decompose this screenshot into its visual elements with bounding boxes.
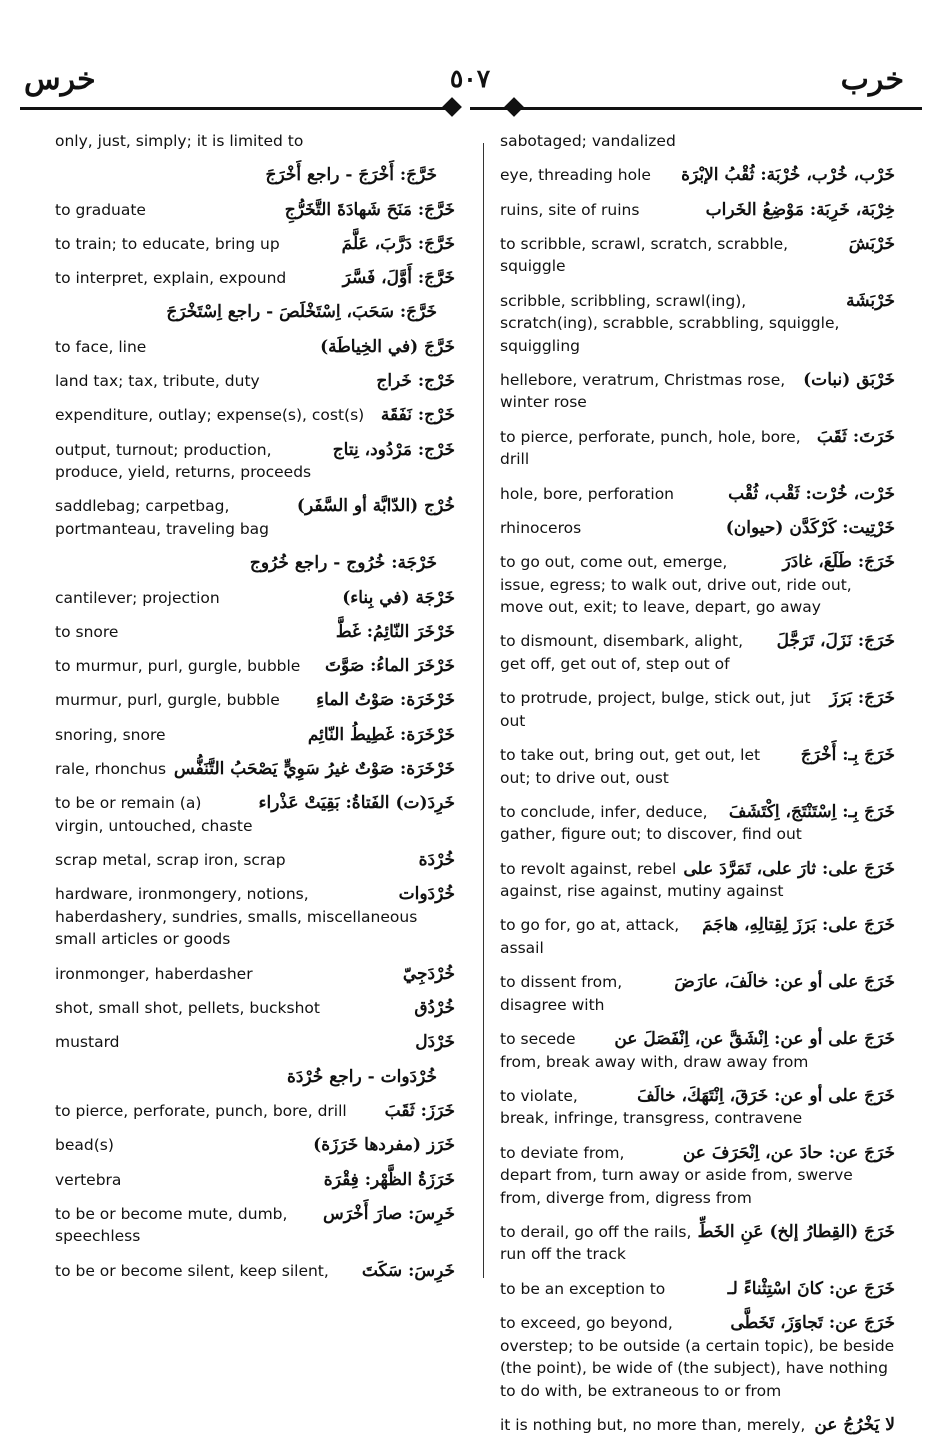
dictionary-entry — [55, 689, 455, 712]
arabic-headword: خَرَز (مفردها خَرَزَة) — [313, 1135, 455, 1156]
dictionary-entry — [500, 290, 895, 358]
arabic-headword: خَرَّجَ: دَرَّبَ، عَلَّمَ — [341, 233, 455, 254]
dictionary-entry — [500, 1221, 895, 1266]
english-definition: to be or become silent, keep silent, — [55, 1261, 329, 1280]
arabic-headword: خَرَجَ عن: كانَ اسْتِثْناءً لـ — [727, 1278, 895, 1299]
english-definition: to be or remain (a) virgin, untouched, chaste — [55, 794, 253, 835]
dictionary-entry — [55, 404, 455, 427]
dictionary-entry — [500, 858, 895, 903]
english-definition: to pierce, perforate, punch, bore, drill — [55, 1101, 347, 1120]
dictionary-entry — [500, 801, 895, 846]
dictionary-entry — [55, 1066, 455, 1089]
diamond-ornament-left — [442, 97, 462, 117]
arabic-headword: خَرْخَرَة: غَطِيطُ النّائِم — [307, 724, 455, 745]
english-definition: rale, rhonchus — [55, 760, 167, 779]
english-definition: cantilever; projection — [55, 588, 220, 607]
arabic-headword: خَرْخَرَ الماءُ: صَوَّتَ — [324, 656, 455, 677]
arabic-headword: خَرْتِيت: كَرْكَدَّن (حيوان) — [725, 517, 895, 538]
english-definition: scrap metal, scrap iron, scrap — [55, 851, 286, 870]
dictionary-entry — [500, 1085, 895, 1130]
english-definition: to face, line — [55, 337, 147, 356]
english-definition: hardware, ironmongery, notions, haberdashery, sundries, smalls, miscellaneous small articles or goods — [55, 885, 418, 949]
arabic-headword: خَرَّجَ: أَوَّلَ، فَسَّرَ — [342, 268, 455, 289]
dictionary-entry — [55, 849, 455, 872]
dictionary-entry — [55, 963, 455, 986]
english-definition: snoring, snore — [55, 725, 166, 744]
dictionary-entry — [55, 267, 455, 290]
dictionary-entry — [500, 744, 895, 789]
arabic-headword: خَرْج: مَرْدُود، نِتاج — [332, 439, 455, 460]
dictionary-entry — [55, 1134, 455, 1157]
arabic-headword: خَرِدَ(ت) الفَتاةُ: بَقِيَتْ عَذْراء — [258, 793, 455, 814]
dictionary-entry — [55, 1260, 455, 1283]
dictionary-entry — [55, 1169, 455, 1192]
english-definition: to exceed, go beyond, overstep; to be outside (a certain topic), be beside (the point), be wide of (the subject), have nothing to do with, be extraneous to or from — [500, 1314, 895, 1400]
dictionary-entry — [55, 621, 455, 644]
dictionary-entry — [500, 1414, 895, 1436]
dictionary-entry — [55, 758, 455, 781]
arabic-headword: خَرْخَرَ النّائِمُ: غَطَّ — [335, 621, 455, 642]
dictionary-entry — [55, 792, 455, 837]
arabic-headword: خَرَجَ: نَزَلَ، تَرَجَّلَ — [776, 631, 895, 652]
arabic-headword: خُرْدَجِيّ — [402, 963, 455, 984]
arabic-headword: خَرَجَ على أو عن: خالَفَ، عارَضَ — [674, 972, 895, 993]
dictionary-entry — [500, 164, 895, 187]
dictionary-entry — [55, 439, 455, 484]
arabic-headword: خُرْدَة — [418, 850, 455, 871]
arabic-headword: خَرَّجَ: سَحَبَ، اِسْتَخْلَصَ - راجع اِسْتَخْرَجَ — [166, 302, 437, 323]
dictionary-entry — [55, 130, 455, 153]
english-definition: to secede from, break away with, draw away from — [500, 1030, 809, 1071]
english-definition: mustard — [55, 1033, 120, 1052]
arabic-headword: خَرْبَق (نبات) — [803, 369, 895, 390]
dictionary-entry — [500, 551, 895, 619]
english-definition: it is nothing but, no more than, merely, — [500, 1415, 806, 1434]
dictionary-entry — [55, 552, 455, 575]
arabic-headword: خَرْخَرَة: صَوْتٌ غيرُ سَوِيٍّ يَصْحَبُ التَّنَفُّس — [173, 759, 455, 780]
english-definition: to graduate — [55, 200, 146, 219]
arabic-headword: خَرَجَ: طَلَعَ، غادَرَ — [782, 552, 895, 573]
english-definition: to derail, go off the rails, run off the track — [500, 1222, 692, 1264]
dictionary-entry — [55, 301, 455, 324]
english-definition: to deviate from, depart from, turn away or aside from, swerve from, diverge from, digress from — [500, 1143, 853, 1207]
english-definition: vertebra — [55, 1170, 122, 1189]
dictionary-entry — [55, 1031, 455, 1054]
dictionary-entry — [55, 1100, 455, 1123]
dictionary-entry — [500, 483, 895, 506]
english-definition: to take out, bring out, get out, let out; to drive out, oust — [500, 746, 761, 787]
arabic-headword: خَرْجَة (في بِناء) — [342, 587, 455, 608]
english-definition: murmur, purl, gurgle, bubble — [55, 691, 280, 710]
arabic-headword: خَرَّجَ: أَخْرَجَ - راجع أَخْرَجَ — [265, 165, 437, 186]
english-definition: land tax; tax, tribute, duty — [55, 372, 260, 391]
arabic-headword: خِرْبَة، خَرِبَة: مَوْضِعُ الخَراب — [705, 199, 895, 220]
arabic-headword: خَرْبَشَة — [846, 290, 895, 311]
column-divider — [483, 143, 484, 1278]
english-definition: saddlebag; carpetbag, portmanteau, traveling bag — [55, 497, 270, 538]
arabic-headword: لا يَخْرُجُ عن — [814, 1414, 895, 1435]
guide-word-left: خرس — [24, 62, 96, 97]
dictionary-entry — [500, 914, 895, 959]
arabic-headword: خَرِسَ: سَكَتَ — [361, 1260, 455, 1281]
arabic-headword: خَرْدَل — [415, 1032, 455, 1053]
dictionary-entry — [55, 199, 455, 222]
english-definition: to dismount, disembark, alight, get off, get out of, step out of — [500, 632, 744, 673]
english-definition: to murmur, purl, gurgle, bubble — [55, 657, 301, 676]
dictionary-entry — [500, 426, 895, 471]
english-definition: to train; to educate, bring up — [55, 234, 280, 253]
arabic-headword: خَرْخَرَة: صَوْتُ الماءِ — [316, 690, 455, 711]
dictionary-entry — [55, 495, 455, 540]
arabic-headword: خَرَتَ: ثَقَبَ — [816, 426, 895, 447]
english-definition: to violate, break, infringe, transgress, contravene — [500, 1086, 803, 1128]
arabic-headword: خَرْب، خُرْب، خُرْبَة: ثُقْبُ الإبْرَة — [681, 165, 895, 186]
dictionary-entry — [500, 971, 895, 1016]
english-definition: hole, bore, perforation — [500, 484, 674, 503]
english-definition: to pierce, perforate, punch, hole, bore, drill — [500, 427, 801, 469]
dictionary-entry — [500, 199, 895, 222]
arabic-headword: خَرْج: خَراج — [376, 371, 455, 392]
dictionary-entry — [55, 724, 455, 747]
arabic-headword: خَرْجَة: خُرُوج - راجع خُرُوج — [249, 553, 437, 574]
arabic-headword: خَرْبَشَ — [848, 233, 895, 254]
arabic-headword: خَرَجَ على أو عن: اِنْشَقَّ عن، اِنْفَصَلَ عن — [614, 1029, 895, 1050]
dictionary-entry — [55, 655, 455, 678]
arabic-headword: خَرَجَ على أو عن: خَرَقَ، اِنْتَهَكَ، خالَفَ — [637, 1085, 895, 1106]
dictionary-entry — [500, 630, 895, 675]
english-definition: ironmonger, haberdasher — [55, 964, 253, 983]
arabic-headword: خَرَجَ عن: تَجاوَزَ، تَخَطَّى — [730, 1313, 895, 1334]
dictionary-entry — [500, 1278, 895, 1301]
dictionary-entry — [500, 1312, 895, 1402]
english-definition: to go for, go at, attack, assail — [500, 916, 680, 957]
english-definition: hellebore, veratrum, Christmas rose, winter rose — [500, 370, 786, 412]
dictionary-entry — [55, 883, 455, 951]
dictionary-entry — [500, 1028, 895, 1073]
arabic-headword: خَرَزَةُ الظَّهْر: فِقْرَة — [323, 1169, 455, 1190]
page-number: ٥٠٧ — [449, 64, 491, 93]
english-definition: output, turnout; production, produce, yield, returns, proceeds — [55, 440, 312, 482]
arabic-headword: خَرَجَ: بَرَزَ — [829, 688, 895, 709]
english-definition: to be or become mute, dumb, speechless — [55, 1204, 288, 1246]
arabic-headword: خَرَجَ بِـ: أَخْرَجَ — [800, 745, 895, 766]
arabic-headword: خَرَزَ: ثَقَبَ — [384, 1100, 455, 1121]
dictionary-entry — [500, 517, 895, 540]
guide-word-right: خرب — [840, 62, 904, 97]
diamond-ornament-right — [504, 97, 524, 117]
arabic-headword: خُرْدُق — [414, 998, 455, 1019]
dictionary-entry — [55, 370, 455, 393]
left-column — [55, 130, 455, 1282]
english-definition: scribble, scribbling, scrawl(ing), scratch(ing), scrabble, scrabbling, squiggle, squiggling — [500, 291, 840, 355]
english-definition: to be an exception to — [500, 1279, 666, 1298]
english-definition: only, just, simply; it is limited to — [55, 132, 304, 150]
english-definition: to snore — [55, 622, 119, 641]
dictionary-entry — [55, 997, 455, 1020]
arabic-headword: خَرِسَ: صارَ أَخْرَس — [323, 1203, 455, 1224]
arabic-headword: خُرْج (الدّابَّة أو السَّفَر) — [296, 496, 455, 517]
arabic-headword: خَرَّجَ: مَنَحَ شَهادَةَ التَّخَرُّجِ — [284, 199, 455, 220]
english-definition: to revolt against, rebel against, rise against, mutiny against — [500, 859, 784, 901]
arabic-headword: خُرْدَوات - راجع خُرْدَة — [286, 1066, 437, 1087]
arabic-headword: خَرَجَ على: بَرَزَ لِقِتالِهِ، هاجَمَ — [702, 915, 895, 936]
english-definition: sabotaged; vandalized — [500, 132, 676, 150]
dictionary-entry — [500, 1142, 895, 1210]
header-rule-right — [470, 107, 922, 110]
english-definition: shot, small shot, pellets, buckshot — [55, 999, 320, 1018]
dictionary-entry — [55, 1203, 455, 1248]
arabic-headword: خَرْج: نَفَقَة — [380, 405, 455, 426]
dictionary-entry — [500, 369, 895, 414]
header-rule-left — [20, 107, 452, 110]
arabic-headword: خَرَجَ عن: حادَ عن، اِنْحَرَفَ عن — [682, 1142, 895, 1163]
dictionary-entry — [500, 130, 895, 153]
arabic-headword: خَرَجَ بِـ: اِسْتَنْتَجَ، اِكْتَشَفَ — [728, 801, 895, 822]
english-definition: to dissent from, disagree with — [500, 973, 623, 1014]
dictionary-entry — [500, 687, 895, 732]
right-column — [500, 130, 895, 1436]
dictionary-entry — [55, 164, 455, 187]
english-definition: to conclude, infer, deduce, gather, figure out; to discover, find out — [500, 802, 802, 844]
dictionary-entry — [55, 336, 455, 359]
english-definition: bead(s) — [55, 1136, 114, 1155]
english-definition: rhinoceros — [500, 518, 582, 537]
english-definition: to go out, come out, emerge, issue, egress; to walk out, drive out, ride out, move out, exit; to leave, depart, go away — [500, 553, 852, 617]
dictionary-entry — [55, 233, 455, 256]
arabic-headword: خُرْدَوات — [398, 884, 455, 905]
arabic-headword: خَرَّجَ (في الخِياطَة) — [320, 336, 455, 357]
english-definition: to protrude, project, bulge, stick out, jut out — [500, 689, 811, 730]
arabic-headword: خَرَجَ على: ثارَ على، تَمَرَّدَ على — [683, 858, 895, 879]
english-definition: expenditure, outlay; expense(s), cost(s) — [55, 406, 365, 425]
dictionary-entry — [500, 233, 895, 278]
english-definition: to interpret, explain, expound — [55, 269, 287, 288]
english-definition: to scribble, scrawl, scratch, scrabble, squiggle — [500, 234, 789, 276]
arabic-headword: خَرَجَ (القِطارُ إلخ) عَنِ الخَطِّ — [697, 1221, 895, 1242]
arabic-headword: خَرْت، خُرْت: ثَقْب، ثُقْب — [728, 483, 895, 504]
dictionary-entry — [55, 587, 455, 610]
english-definition: ruins, site of ruins — [500, 200, 640, 219]
english-definition: eye, threading hole — [500, 166, 651, 185]
